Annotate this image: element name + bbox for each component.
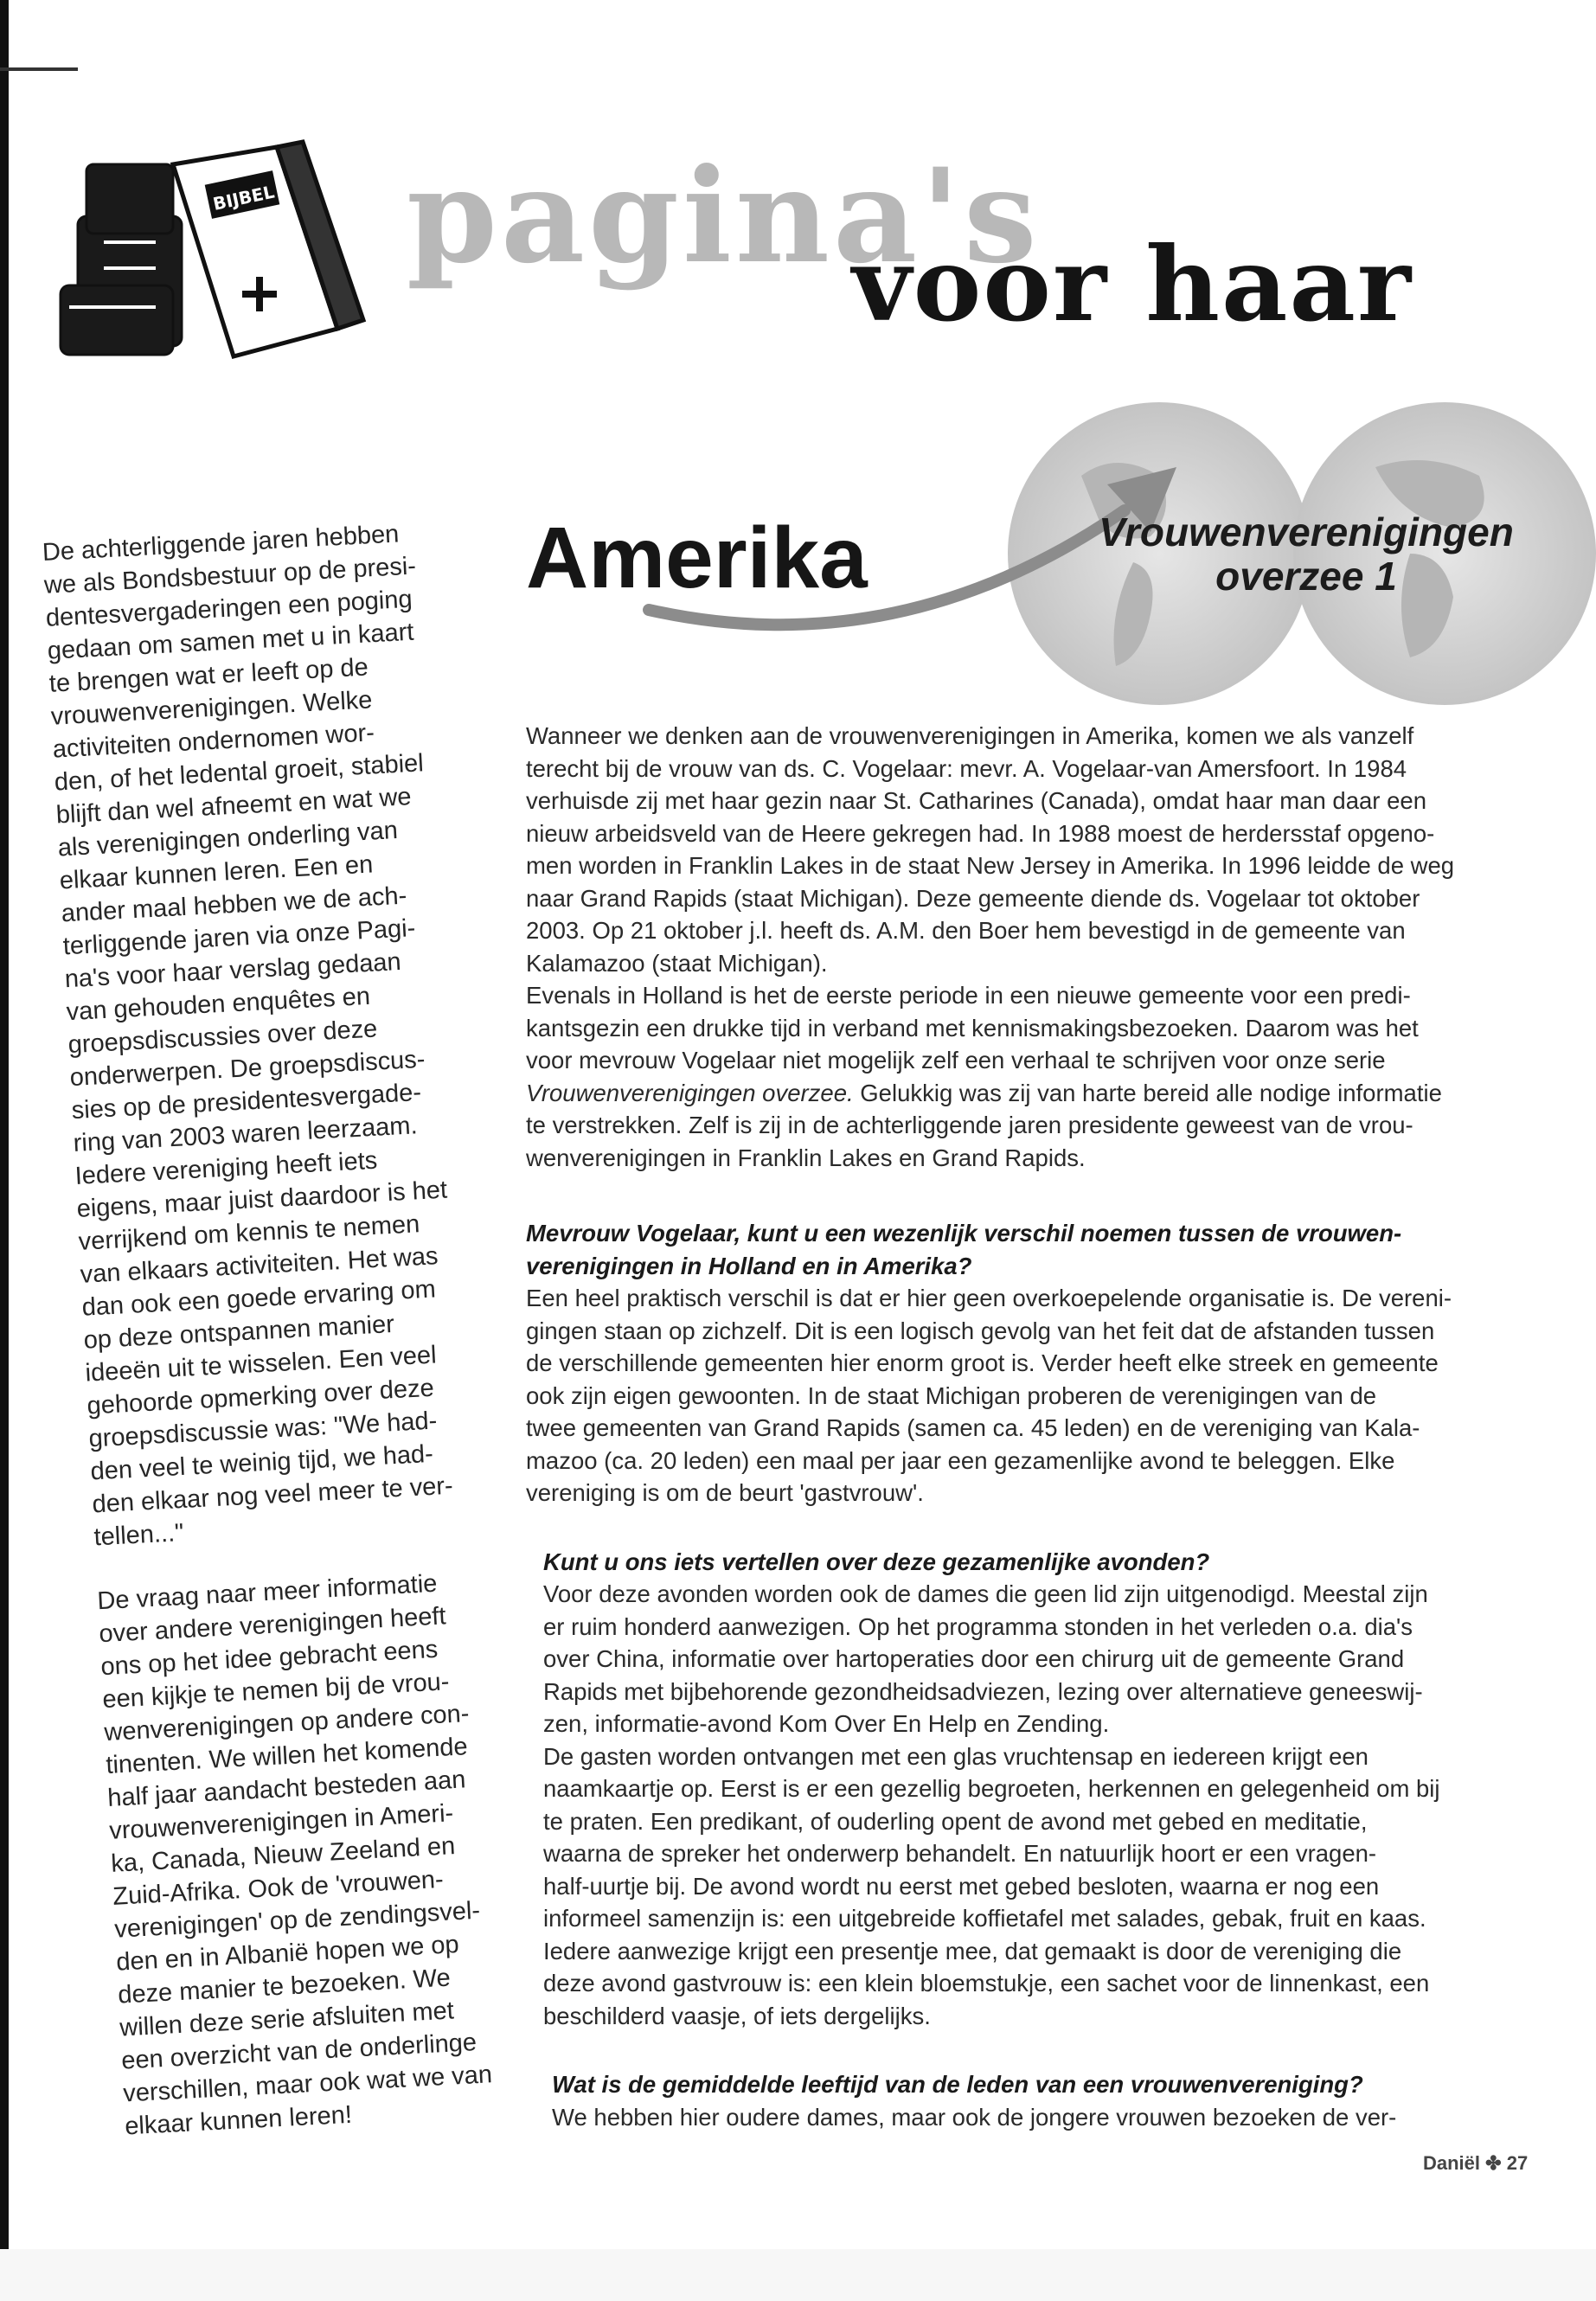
- interview-answer: Voor deze avonden worden ook de dames die geen lid zijn uitgenodigd. Meestal zijn er ruim honderd aanwezigen. Op het programma stonden in het verleden o.a. dia's over China, informatie over hartoperaties door een chirurg uit de gemeente Grand Rapids met bijbehorende gezondheidsadviezen, lezing over alternatieve geneeswij- zen, informatie-avond Kom Over En Help en Zending.: [543, 1580, 1428, 1737]
- sidebar-column: [42, 512, 586, 2186]
- interview-answer: De gasten worden ontvangen met een glas vruchtensap en iedereen krijgt een naamkaartje op. Eerst is er een gezellig begroeten, herkennen en gelegenheid om bij te praten. Een predikant, of ouderling opent de avond met gebed en meditatie, waarna de spreker het onderwerp behandelt. En natuurlijk hoort er een vragen- half-uurtje bij. De avond wordt nu eerst met gebed besloten, waarna er nog een informeel samenzijn is: een uitgebreide koffietafel met salades, gebak, fruit en kaas. Iedere aanwezige krijgt een presentje mee, dat gemaakt is door de vereniging die deze avond gastvrouw is: een klein bloemstukje, een sachet voor de linnenkast, een beschilderd vaasje, of iets dergelijks.: [543, 1742, 1440, 2029]
- section-title-pagina: pagina's: [407, 140, 1041, 292]
- page-footer: [1423, 2152, 1528, 2175]
- series-title: [1073, 510, 1540, 598]
- magazine-name: Daniël: [1423, 2152, 1481, 2174]
- article-text: Gelukkig was zij van harte bereid alle nodige informatie te verstrekken. Zelf is zij in de achterliggende jaren presidente geweest van de vrou- wenverenigingen in Franklin Lakes en Grand Rapids.: [526, 1079, 1442, 1171]
- series-title-line1: Vrouwenverenigingen: [1099, 510, 1514, 554]
- interview-answer: We hebben hier oudere dames, maar ook de jongere vrouwen bezoeken de ver-: [552, 2103, 1397, 2131]
- article-paragraph: Wanneer we denken aan de vrouwenverenigingen in Amerika, komen we als vanzelf terecht bij de vrouw van ds. C. Vogelaar: mevr. A. Vogelaar-van Amersfoort. In 1984 verhuisde zij met haar gezin naar St. Catharines (Canada), omdat haar man daar een nieuw arbeidsveld van de Heere gekregen had. In 1988 moest de herdersstaf opgeno- men worden in Franklin Lakes in de staat New Jersey in Amerika. In 1996 leidde de weg naar Grand Rapids (staat Michigan). Deze gemeente diende ds. Vogelaar tot oktober 2003. Op 21 oktober j.l. heeft ds. A.M. den Boer hem bevestigd in de gemeente van Kalamazoo (staat Michigan).: [526, 722, 1455, 977]
- article-text: Evenals in Holland is het de eerste periode in een nieuwe gemeente voor een predi- kantsgezin een drukke tijd in verband met kennismakingsbezoeken. Daarom was het voor mevrouw Vogelaar niet mogelijk zelf een verhaal te schrijven voor onze serie: [526, 982, 1419, 1074]
- fleur-icon: ✤: [1485, 2152, 1502, 2174]
- section-title-voor-haar: voor haar: [852, 224, 1413, 344]
- sidebar-paragraph: De achterliggende jaren hebben we als Bondsbestuur op de presi- dentesvergaderingen een poging gedaan om samen met u in kaart te brengen wat er leeft op de vrouwenverenigingen. Welke activiteiten ondernomen wor- den, of het ledental groeit, stabiel blijft dan wel afneemt en wat we als verenigingen onderling van elkaar kunnen leren. Een en ander maal hebben we de ach- terliggende jaren via onze Pagi- na's voor haar verslag gedaan van gehouden enquêtes en groepsdiscussies over deze onderwerpen. De groepsdiscus- sies op de presidentesvergade- ring van 2003 waren leerzaam. Iedere vereniging heeft iets eigens, maar juist daardoor is het verrijkend om kennis te nemen van elkaars activiteiten. Het was dan ook een goede ervaring om op deze ontspannen manier ideeën uit te wisselen. Een veel gehoorde opmerking over deze groepsdiscussie was: "We had- den veel te weinig tijd, we had- den elkaar nog veel meer te ver- tellen...": [42, 520, 454, 1552]
- interview-answer: Een heel praktisch verschil is dat er hier geen overkoepelende organisatie is. De vereni- gingen staan op zichzelf. Dit is een logisch gevolg van het feit dat de afstanden tussen de verschillende gemeenten hier enorm groot is. Verder heeft elke streek en gemeente ook zijn eigen gewoonten. In de staat Michigan proberen de verenigingen van de twee gemeenten van Grand Rapids (samen ca. 45 leden) en de vereniging van Kala- mazoo (ca. 20 leden) een maal per jaar een gezamenlijke avond te beleggen. Elke vereniging is om de beurt 'gastvrouw'.: [526, 1285, 1452, 1506]
- scan-margin-bottom: [0, 2249, 1596, 2301]
- interview-question: Mevrouw Vogelaar, kunt u een wezenlijk verschil noemen tussen de vrouwen- verenigingen in Holland en in Amerika?: [526, 1220, 1402, 1279]
- article-heading: Amerika: [526, 510, 868, 606]
- interview-question: Wat is de gemiddelde leeftijd van de leden van een vrouwenvereniging?: [552, 2071, 1363, 2098]
- bible-books-illustration: [52, 130, 398, 363]
- page-number: 27: [1506, 2152, 1529, 2174]
- scan-edge-top: [0, 67, 78, 71]
- article-paragraph: [526, 979, 1551, 1174]
- series-name-italic: Vrouwenverenigingen overzee.: [526, 1079, 854, 1106]
- sidebar-paragraph: De vraag naar meer informatie over andere verenigingen heeft ons op het idee gebracht eens een kijkje te nemen bij de vrou- wenverenigingen op andere con- tinenten. We willen het komende half jaar aandacht besteden aan vrouwenverenigingen in Ameri- ka, Canada, Nieuw Zeeland en Zuid-Afrika. Ook de 'vrouwen- verenigingen' op de zendingsvel- den en in Albanië hopen we op deze manier te bezoeken. We willen deze serie afsluiten met een overzicht van de onderlinge verschillen, maar ook wat we van elkaar kunnen leren!: [96, 1569, 493, 2141]
- series-title-line2: overzee 1: [1215, 553, 1397, 599]
- book-label: BIJBEL: [211, 181, 277, 215]
- scan-edge-left: [0, 0, 9, 2301]
- article-body: [526, 720, 1551, 2133]
- interview-question: Kunt u ons iets vertellen over deze gezamenlijke avonden?: [543, 1548, 1210, 1575]
